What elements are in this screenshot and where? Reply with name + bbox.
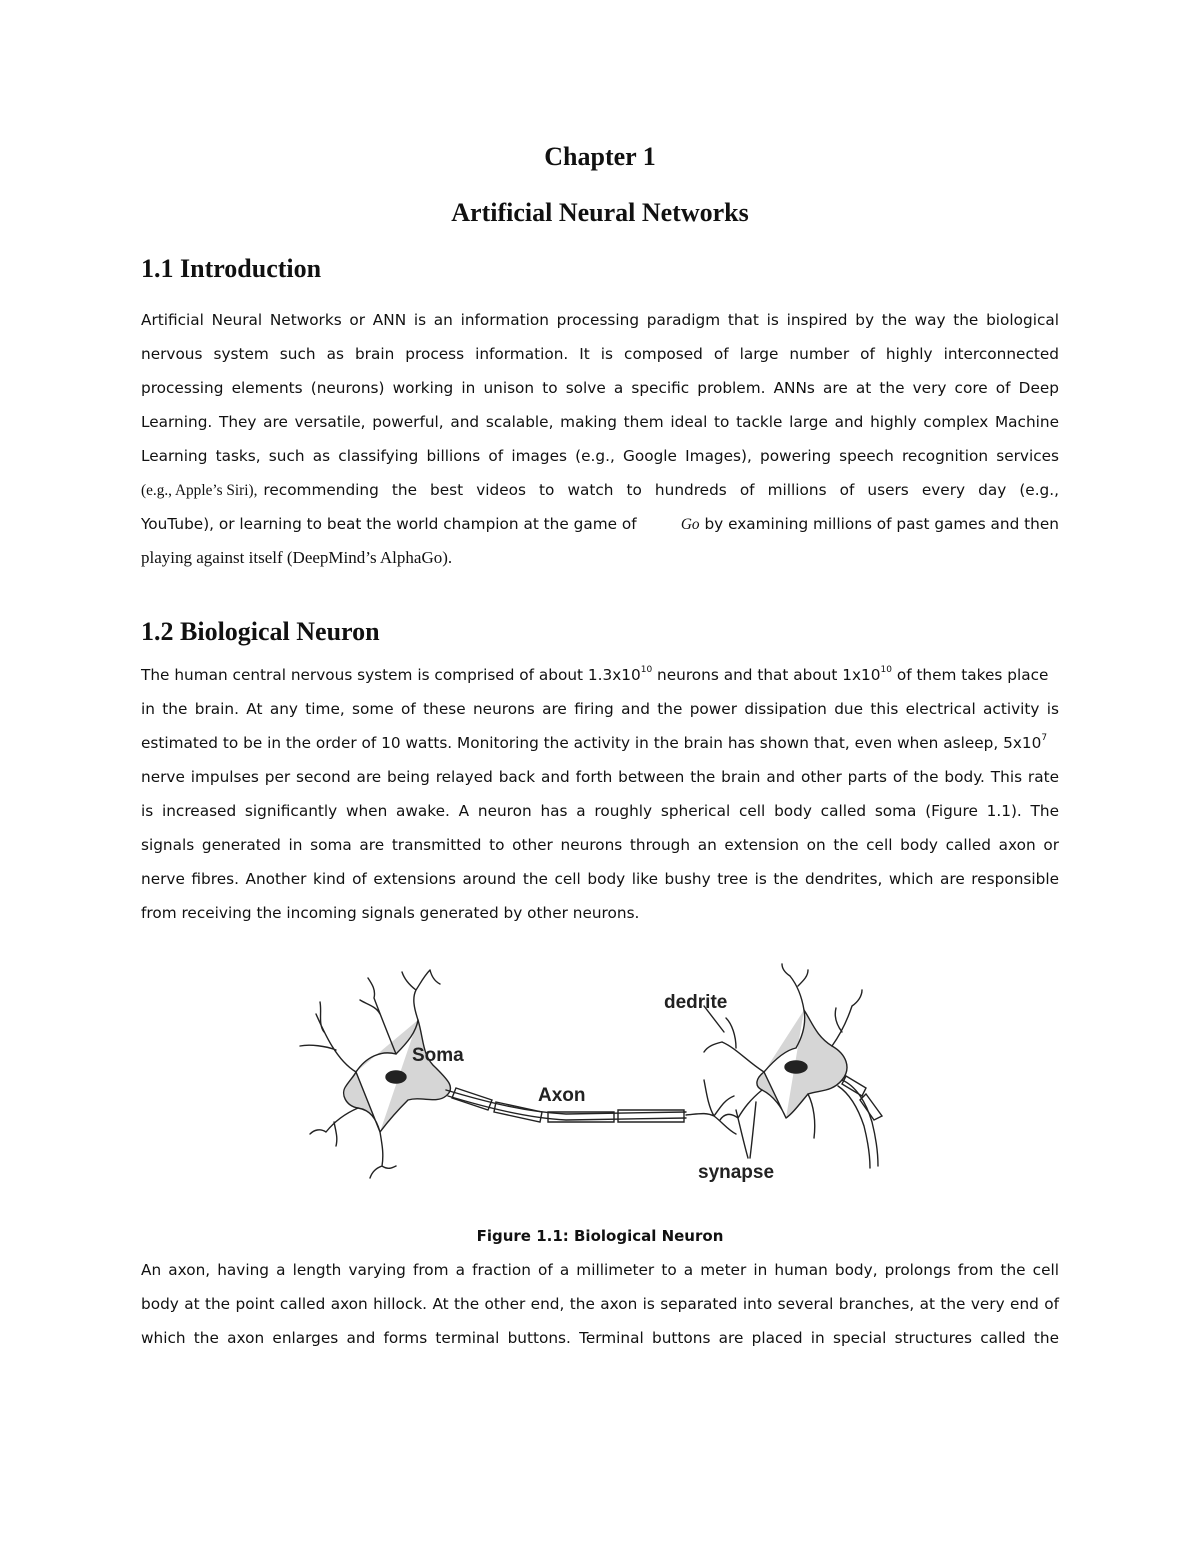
paragraph-line: is increased significantly when awake. A neuron has a roughly spherical cell body called soma (Figure 1.1). The: [141, 802, 1059, 820]
neuron-drawing: [300, 964, 882, 1178]
exponent: 10: [640, 665, 653, 675]
line-segment: YouTube), or learning to beat the world champion at the game of: [141, 515, 637, 533]
exponent: 10: [880, 665, 892, 675]
figure-caption: Figure 1.1: Biological Neuron: [476, 1227, 724, 1245]
paragraph-line: body at the point called axon hillock. At the other end, the axon is separated into several branches, at the very end of: [141, 1295, 1059, 1313]
paragraph-line: [141, 507, 1059, 541]
paragraph-line: [141, 726, 1059, 760]
right-axon: [842, 1080, 878, 1166]
paragraph-line: in the brain. At any time, some of these neurons are firing and the power dissipation due this electrical activity is: [141, 700, 1059, 718]
chapter-label: Chapter 1: [544, 142, 656, 171]
right-axon: [838, 1086, 870, 1168]
exponent: 7: [1041, 733, 1048, 743]
paragraph-line: Artificial Neural Networks or ANN is an information processing paradigm that is inspired by the way the biological: [141, 311, 1059, 329]
line-segment: of them takes place: [891, 666, 1049, 684]
paragraph-line: playing against itself (DeepMind’s AlphaGo).: [141, 548, 453, 567]
biological-neuron-paragraph: [141, 658, 1059, 930]
paragraph-line: [141, 473, 1059, 507]
paragraph-line: Learning tasks, such as classifying billions of images (e.g., Google Images), powering speech recognition services: [141, 447, 1059, 465]
right-dendrite: [808, 1094, 815, 1138]
left-dendrite: [300, 1002, 356, 1072]
game-name: Go: [680, 516, 700, 533]
line-segment: recommending the best videos to watch to hundreds of millions of users every day (e.g.,: [263, 481, 1059, 499]
line-segment: (e.g., Apple’s Siri),: [141, 482, 258, 499]
right-dendrite: [782, 964, 808, 1010]
synapse-label: synapse: [698, 1162, 775, 1183]
right-dendrite: [704, 1018, 764, 1072]
synapse-leader: [750, 1102, 756, 1158]
right-dendrite: [832, 990, 862, 1046]
paragraph-line: nerve fibres. Another kind of extensions around the cell body like bushy tree is the dendrites, which are responsible: [141, 870, 1059, 888]
paragraph-line: [141, 658, 1059, 692]
line-segment: estimated to be in the order of 10 watts. Monitoring the activity in the brain has shown that, even when asleep, 5x10: [141, 734, 1042, 752]
left-dendrite: [360, 978, 396, 1054]
paragraph-line: nerve impulses per second are being relayed back and forth between the brain and other parts of the body. This rate: [141, 768, 1059, 786]
line-segment: by examining millions of past games and then: [704, 515, 1059, 533]
paragraph-line: signals generated in soma are transmitted to other neurons through an extension on the cell body called axon or: [141, 836, 1059, 854]
axon-paragraph: [141, 1253, 1059, 1355]
line-text: [141, 658, 1048, 692]
left-dendrite: [310, 1108, 358, 1146]
left-nucleus: [386, 1071, 406, 1083]
paragraph-line: Learning. They are versatile, powerful, and scalable, making them ideal to tackle large and highly complex Machine: [141, 413, 1059, 431]
right-nucleus: [785, 1061, 807, 1073]
paragraph-line: processing elements (neurons) working in unison to solve a specific problem. ANNs are at the very core of Deep: [141, 379, 1059, 397]
axon-label: Axon: [538, 1085, 586, 1106]
synapse-leader: [736, 1110, 748, 1158]
introduction-paragraph: [141, 303, 1059, 575]
line-text: [141, 726, 1047, 760]
section-heading-introduction: 1.1 Introduction: [141, 254, 322, 283]
soma-label: Soma: [412, 1045, 464, 1066]
left-dendrite: [370, 1132, 396, 1178]
line-segment: [676, 507, 1059, 542]
neuron-diagram: [296, 962, 920, 1202]
axon-terminal: [686, 1080, 736, 1134]
left-dendrite: [402, 970, 440, 1020]
line-segment: neurons and that about 1x10: [652, 666, 881, 684]
dendrite-label: dedrite: [664, 992, 728, 1013]
paragraph-line: from receiving the incoming signals generated by other neurons.: [141, 904, 640, 922]
paragraph-line: which the axon enlarges and forms terminal buttons. Terminal buttons are placed in special structures called the: [141, 1329, 1059, 1347]
section-heading-biological-neuron: 1.2 Biological Neuron: [141, 617, 380, 646]
paragraph-line: An axon, having a length varying from a fraction of a millimeter to a meter in human body, prolongs from the cell: [141, 1261, 1059, 1279]
chapter-title: Artificial Neural Networks: [451, 198, 749, 227]
line-segment: The human central nervous system is comprised of about 1.3x10: [141, 666, 641, 684]
paragraph-line: nervous system such as brain process information. It is composed of large number of highly interconnected: [141, 345, 1059, 363]
